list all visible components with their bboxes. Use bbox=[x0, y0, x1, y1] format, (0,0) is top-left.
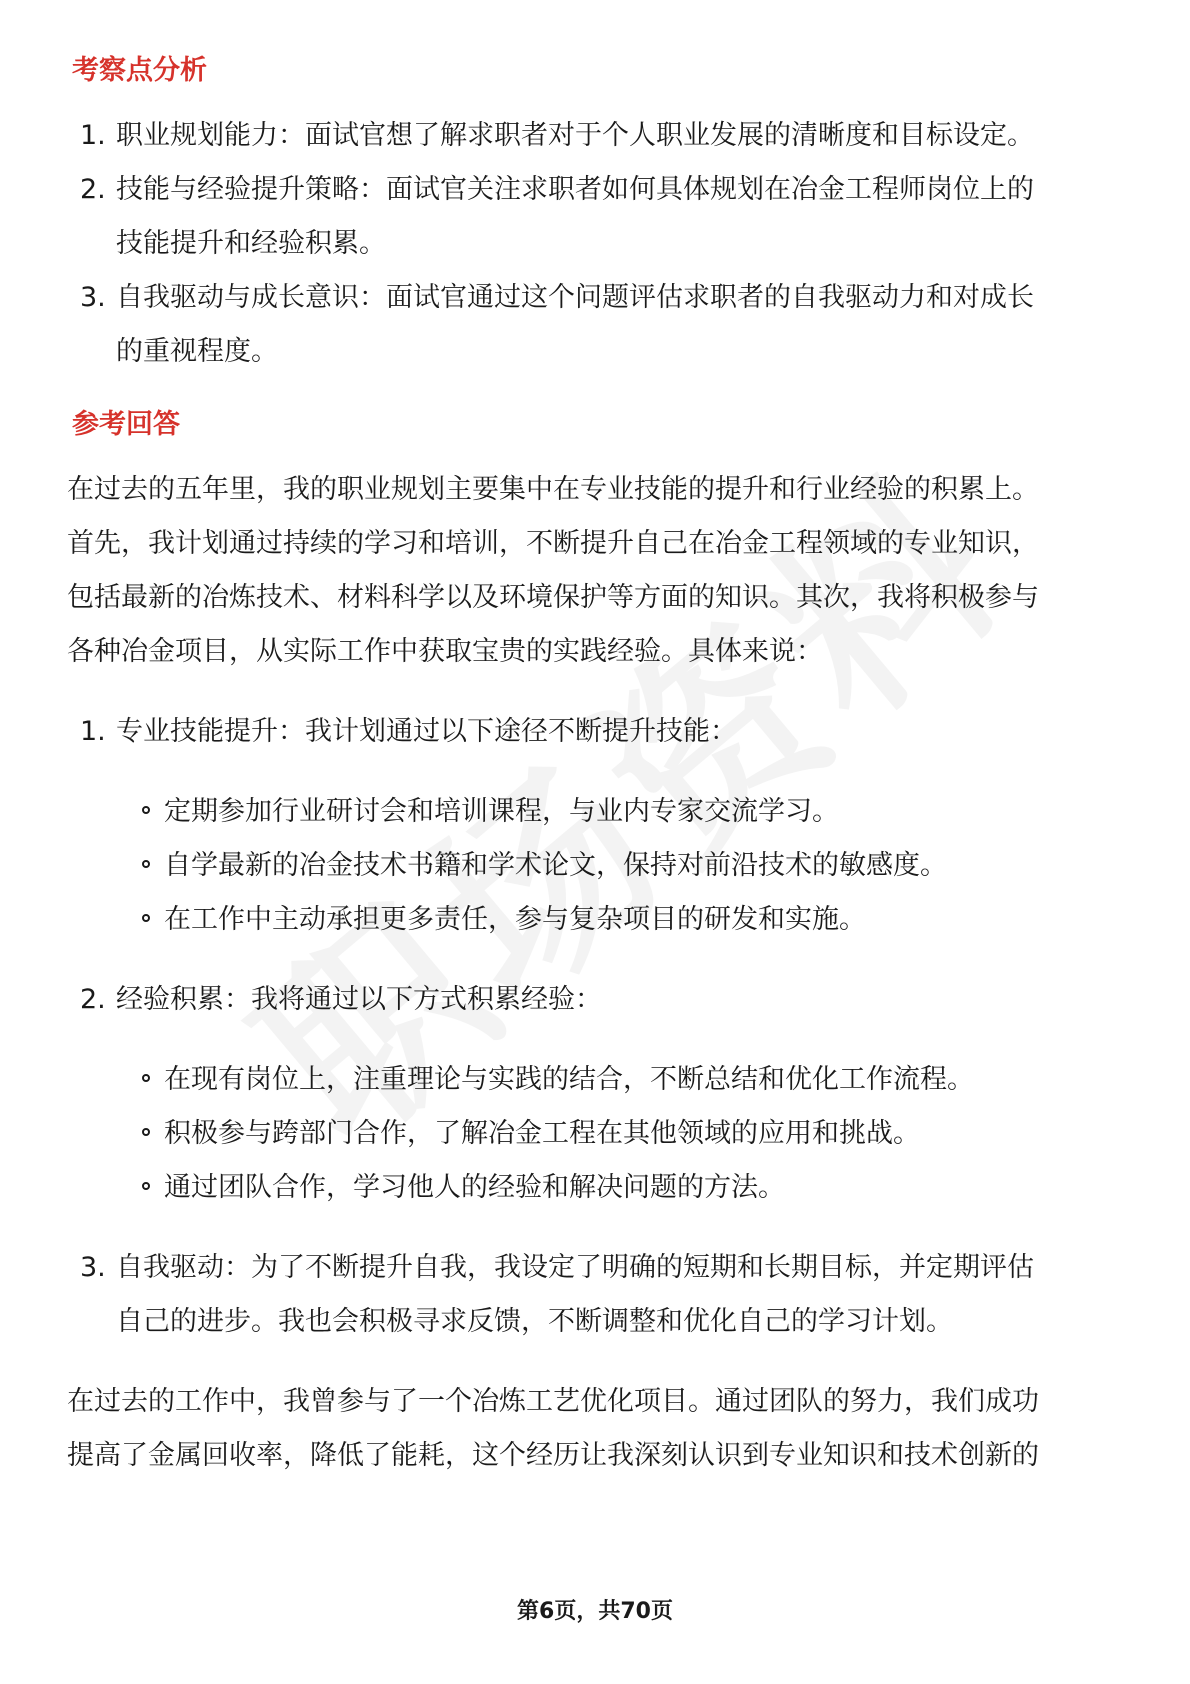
paragraph-line: 在过去的工作中，我曾参与了一个冶炼工艺优化项目。通过团队的努力，我们成功 bbox=[67, 1386, 1039, 1417]
list-number: 2. bbox=[80, 984, 106, 1015]
list-number: 1. bbox=[80, 716, 106, 747]
bullet-text: 定期参加行业研讨会和培训课程，与业内专家交流学习。 bbox=[164, 796, 839, 827]
section-heading-analysis: 考察点分析 bbox=[72, 55, 207, 86]
bullet-text: 在现有岗位上，注重理论与实践的结合，不断总结和优化工作流程。 bbox=[164, 1064, 974, 1095]
list-number: 3. bbox=[80, 1252, 106, 1283]
page-footer: 第6页，共70页 bbox=[517, 1599, 673, 1624]
bullet-text: 在工作中主动承担更多责任，参与复杂项目的研发和实施。 bbox=[164, 904, 866, 935]
paragraph-line: 包括最新的冶炼技术、材料科学以及环境保护等方面的知识。其次，我将积极参与 bbox=[67, 582, 1039, 613]
list-item-text: 自己的进步。我也会积极寻求反馈，不断调整和优化自己的学习计划。 bbox=[116, 1306, 953, 1337]
paragraph-line: 在过去的五年里，我的职业规划主要集中在专业技能的提升和行业经验的积累上。 bbox=[67, 474, 1039, 505]
bullet-marker bbox=[142, 806, 150, 814]
list-item-text: 技能与经验提升策略：面试官关注求职者如何具体规划在冶金工程师岗位上的 bbox=[116, 174, 1034, 205]
list-item-text: 自我驱动：为了不断提升自我，我设定了明确的短期和长期目标，并定期评估 bbox=[116, 1252, 1034, 1283]
bullet-text: 积极参与跨部门合作，了解冶金工程在其他领域的应用和挑战。 bbox=[164, 1118, 920, 1149]
bullet-marker bbox=[142, 860, 150, 868]
bullet-marker bbox=[142, 914, 150, 922]
list-number: 3. bbox=[80, 282, 106, 313]
list-number: 1. bbox=[80, 120, 106, 151]
paragraph-line: 首先，我计划通过持续的学习和培训，不断提升自己在冶金工程领域的专业知识， bbox=[67, 528, 1039, 559]
bullet-marker bbox=[142, 1182, 150, 1190]
list-item-text: 专业技能提升：我计划通过以下途径不断提升技能： bbox=[116, 716, 737, 747]
paragraph-line: 提高了金属回收率，降低了能耗，这个经历让我深刻认识到专业知识和技术创新的 bbox=[67, 1440, 1039, 1471]
bullet-marker bbox=[142, 1074, 150, 1082]
list-item-text: 经验积累：我将通过以下方式积累经验： bbox=[116, 984, 602, 1015]
list-item-text: 自我驱动与成长意识：面试官通过这个问题评估求职者的自我驱动力和对成长 bbox=[116, 282, 1034, 313]
list-item-text: 技能提升和经验积累。 bbox=[116, 228, 386, 259]
bullet-marker bbox=[142, 1128, 150, 1136]
bullet-text: 自学最新的冶金技术书籍和学术论文，保持对前沿技术的敏感度。 bbox=[164, 850, 947, 881]
section-heading-answer: 参考回答 bbox=[72, 409, 180, 440]
bullet-text: 通过团队合作，学习他人的经验和解决问题的方法。 bbox=[164, 1172, 785, 1203]
paragraph-line: 各种冶金项目，从实际工作中获取宝贵的实践经验。具体来说： bbox=[67, 636, 823, 667]
list-item-text: 的重视程度。 bbox=[116, 336, 278, 367]
list-number: 2. bbox=[80, 174, 106, 205]
list-item-text: 职业规划能力：面试官想了解求职者对于个人职业发展的清晰度和目标设定。 bbox=[116, 120, 1034, 151]
